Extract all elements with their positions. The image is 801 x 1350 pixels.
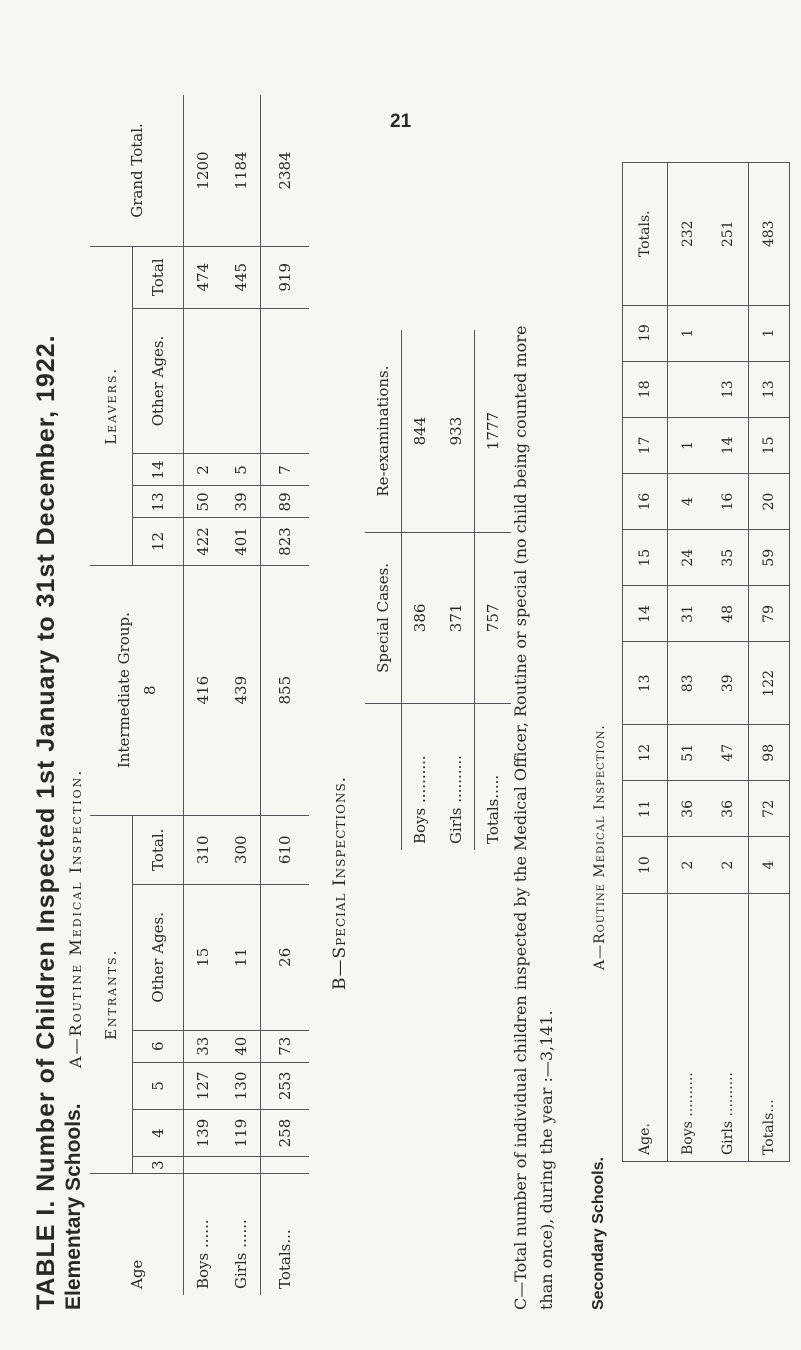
row-label: Girls .......... [720, 1072, 736, 1155]
cell [261, 308, 310, 454]
cell: 83 [668, 642, 709, 725]
special-inspections-heading: B—Special Inspections. [330, 775, 350, 990]
row-label: Boys .......... [411, 755, 429, 844]
cell: 933 [438, 330, 475, 533]
cell: 2 [668, 837, 709, 893]
cell: 35 [708, 530, 749, 586]
age-col: 10 [623, 837, 668, 893]
entrants-col: 4 [133, 1109, 184, 1156]
cell: 15 [184, 884, 223, 1030]
cell: 122 [749, 642, 790, 725]
cell: 610 [261, 815, 310, 884]
cell: 51 [668, 725, 709, 781]
cell: 130 [222, 1062, 261, 1109]
cell: 36 [668, 781, 709, 837]
cell: 919 [261, 246, 310, 308]
row-label: Girls .......... [447, 755, 465, 844]
page-number: 21 [390, 111, 412, 132]
leavers-col: 13 [133, 486, 184, 518]
cell: 439 [222, 565, 261, 815]
age-col: 17 [623, 417, 668, 473]
blank-header [365, 703, 402, 850]
table-row [222, 95, 261, 1295]
cell: 4 [668, 474, 709, 530]
entrants-col: 6 [133, 1030, 184, 1062]
cell: 26 [261, 884, 310, 1030]
age-col: 15 [623, 530, 668, 586]
cell: 757 [475, 533, 512, 704]
routine-inspection-table [90, 95, 309, 1295]
totals-row [261, 95, 310, 1295]
totals-row [749, 163, 790, 1162]
table-title: TABLE I. Number of Children Inspected 1st January to 31st December, 1922. [32, 334, 60, 1310]
cell: 474 [184, 246, 223, 308]
cell: 5 [222, 454, 261, 486]
cell: 98 [749, 725, 790, 781]
row-label: Totals..... [475, 703, 512, 850]
cell [261, 1157, 310, 1174]
cell: 127 [184, 1062, 223, 1109]
cell: 1 [668, 417, 709, 473]
cell: 232 [668, 163, 709, 306]
cell: 13 [708, 361, 749, 417]
cell: 79 [749, 586, 790, 642]
entrants-col: Other Ages. [133, 884, 184, 1030]
cell: 1777 [475, 330, 512, 533]
cell [184, 1157, 223, 1174]
secondary-routine-heading: A—Routine Medical Inspection. [592, 724, 608, 970]
cell: 1 [749, 305, 790, 361]
cell: 855 [261, 565, 310, 815]
age-col: 18 [623, 361, 668, 417]
cell: 2 [708, 837, 749, 893]
cell: 483 [749, 163, 790, 306]
grand-total-header: Grand Total. [90, 95, 184, 246]
section-c-text: C—Total number of individual children inspected by the Medical Officer, Routine or special (no child being counted more than once), during the year :—3,141. [511, 325, 556, 1310]
totals-row [475, 330, 512, 850]
entrants-col: 3 [133, 1157, 184, 1174]
cell: 310 [184, 815, 223, 884]
reexam-header: Re-examinations. [365, 330, 402, 533]
table-row [184, 95, 223, 1295]
entrants-header: Entrants. [90, 815, 133, 1173]
cell: 39 [708, 642, 749, 725]
cell: 251 [708, 163, 749, 306]
cell: 24 [668, 530, 709, 586]
cell [184, 308, 223, 454]
secondary-heading: Secondary Schools. [590, 1157, 607, 1310]
cell: 39 [222, 486, 261, 518]
cell: 371 [438, 533, 475, 704]
cell: 48 [708, 586, 749, 642]
cell: 33 [184, 1030, 223, 1062]
cell: 1200 [184, 95, 223, 246]
secondary-table [622, 162, 790, 1162]
cell: 1184 [222, 95, 261, 246]
table-row [402, 330, 439, 850]
cell: 36 [708, 781, 749, 837]
cell [668, 361, 709, 417]
entrants-col: 5 [133, 1062, 184, 1109]
age-col: 11 [623, 781, 668, 837]
totals-header: Totals. [623, 163, 668, 306]
cell: 89 [261, 486, 310, 518]
cell: 13 [749, 361, 790, 417]
special-cases-header: Special Cases. [365, 533, 402, 704]
cell [708, 305, 749, 361]
age-col: 12 [623, 725, 668, 781]
cell: 50 [184, 486, 223, 518]
cell: 16 [708, 474, 749, 530]
cell: 47 [708, 725, 749, 781]
cell: 401 [222, 518, 261, 565]
cell: 300 [222, 815, 261, 884]
cell: 14 [708, 417, 749, 473]
cell: 73 [261, 1030, 310, 1062]
cell: 59 [749, 530, 790, 586]
cell: 258 [261, 1109, 310, 1156]
cell [222, 1157, 261, 1174]
cell: 445 [222, 246, 261, 308]
special-inspections-table [365, 330, 511, 850]
entrants-col: Total. [133, 815, 184, 884]
cell: 823 [261, 518, 310, 565]
cell: 4 [749, 837, 790, 893]
cell: 2 [184, 454, 223, 486]
table-row [438, 330, 475, 850]
leavers-header: Leavers. [90, 246, 133, 565]
cell [222, 308, 261, 454]
age-header: Age [90, 1173, 184, 1295]
leavers-col: 14 [133, 454, 184, 486]
age-col: 13 [623, 642, 668, 725]
cell: 11 [222, 884, 261, 1030]
cell: 386 [402, 533, 439, 704]
table-row [708, 163, 749, 1162]
leavers-col: Total [133, 246, 184, 308]
routine-heading: A—Routine Medical Inspection. [66, 768, 85, 1068]
row-label: Boys .......... [680, 1072, 696, 1155]
cell: 844 [402, 330, 439, 533]
age-col: 14 [623, 586, 668, 642]
cell: 422 [184, 518, 223, 565]
row-label: Girls ...... [232, 1219, 250, 1289]
intermediate-header [90, 565, 184, 815]
cell: 7 [261, 454, 310, 486]
cell: 15 [749, 417, 790, 473]
cell: 1 [668, 305, 709, 361]
subtitle: Elementary Schools. [62, 1103, 85, 1310]
cell: 119 [222, 1109, 261, 1156]
leavers-col: Other Ages. [133, 308, 184, 454]
age-col: 16 [623, 474, 668, 530]
cell: 20 [749, 474, 790, 530]
age-header: Age. [623, 893, 668, 1161]
cell: 72 [749, 781, 790, 837]
cell: 416 [184, 565, 223, 815]
row-label: Totals... [749, 893, 790, 1161]
cell: 2384 [261, 95, 310, 246]
row-label: Boys ...... [194, 1219, 212, 1289]
age-col: 19 [623, 305, 668, 361]
cell: 139 [184, 1109, 223, 1156]
row-label: Totals... [261, 1173, 310, 1295]
leavers-col: 12 [133, 518, 184, 565]
intermediate-label: Intermediate Group. [114, 612, 133, 769]
intermediate-col: 8 [140, 685, 159, 695]
cell: 40 [222, 1030, 261, 1062]
cell: 253 [261, 1062, 310, 1109]
table-row [668, 163, 709, 1162]
cell: 31 [668, 586, 709, 642]
